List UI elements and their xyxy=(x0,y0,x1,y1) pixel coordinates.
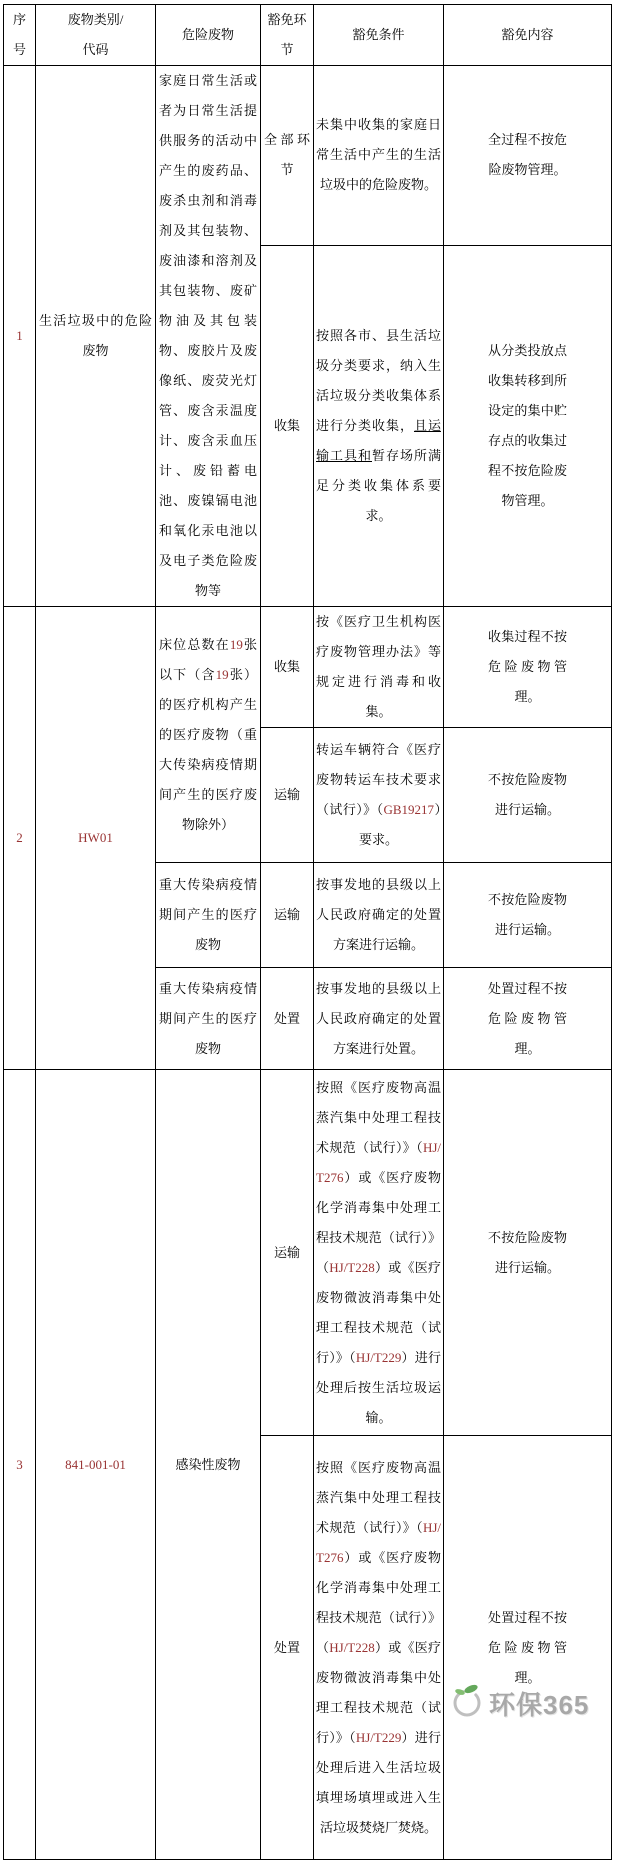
cell-r2-sub4-content: 处置过程不按危险废物管理。 xyxy=(444,968,612,1070)
cell-r3-waste: 感染性废物 xyxy=(156,1070,261,1860)
leaf-swirl-icon xyxy=(448,1682,486,1725)
text-segment: ）要求。 xyxy=(358,802,441,847)
text-segment: 转运车辆符合《医疗废物转运车技术要求（试行）》（ xyxy=(316,742,441,817)
cell-r1-sub2-condition xyxy=(314,245,444,606)
cell-r2-sub3-stage: 运输 xyxy=(261,863,314,968)
text-segment: 且运输工具和 xyxy=(316,417,441,463)
text-segment: 床位总数在 xyxy=(159,636,230,652)
cell-r1-sub1-condition: 未集中收集的家庭日常生活中产生的生活垃圾中的危险废物。 xyxy=(314,66,444,246)
cell-r2-sub1-condition: 按《医疗卫生机构医疗废物管理办法》等规定进行消毒和收集。 xyxy=(314,607,444,728)
page xyxy=(0,4,618,1835)
text-segment: GB19217 xyxy=(383,802,435,817)
cell-r2-waste-c: 重大传染病疫情期间产生的医疗废物 xyxy=(156,968,261,1070)
text-segment: ）或《医疗废物化学消毒集中处理工程技术规范（试行）》（ xyxy=(316,1169,441,1275)
header-exempt-stage: 豁免环节 xyxy=(261,5,314,66)
text-segment: 暂存场所满足分类收集体系要求。 xyxy=(316,447,441,523)
cell-r1-sub2-content: 从分类投放点收集转移到所设定的集中贮存点的收集过程不按危险废物管理。 xyxy=(444,245,612,606)
cell-r3-sub1-content: 不按危险废物进行运输。 xyxy=(444,1070,612,1436)
cell-r2-waste-a xyxy=(156,607,261,863)
cell-r3-seq: 3 xyxy=(4,1070,36,1860)
text-segment: HJ/T276 xyxy=(316,1139,441,1185)
text-segment: 按照《医疗废物高温蒸汽集中处理工程技术规范（试行）》（ xyxy=(316,1459,441,1535)
cell-r2-sub3-content: 不按危险废物进行运输。 xyxy=(444,863,612,968)
cell-r2-code: HW01 xyxy=(36,607,156,1070)
header-hazardous-waste: 危险废物 xyxy=(156,5,261,66)
text-segment: HJ/T229 xyxy=(355,1729,402,1745)
cell-r2-sub4-condition: 按事发地的县级以上人民政府确定的处置方案进行处置。 xyxy=(314,968,444,1070)
cell-r2-seq: 2 xyxy=(4,607,36,1070)
text-segment: ）进行处理后按生活垃圾运输。 xyxy=(316,1349,441,1425)
header-seq: 序号 xyxy=(4,5,36,66)
text-segment: 张）的医疗机构产生的医疗废物（重大传染病疫情期间产生的医疗废物除外） xyxy=(159,666,257,832)
cell-r3-sub2-content: 处置过程不按危险废物管理。 xyxy=(444,1436,612,1860)
text-segment: 代码 xyxy=(82,42,109,57)
cell-r2-sub4-stage: 处置 xyxy=(261,968,314,1070)
hazardous-waste-exemption-table xyxy=(3,4,612,1860)
cell-r1-sub1-content: 全过程不按危险废物管理。 xyxy=(444,66,612,246)
text-segment: 废物类别/ xyxy=(67,12,124,27)
cell-r3-sub1-stage: 运输 xyxy=(261,1070,314,1436)
text-segment: HJ/T228 xyxy=(329,1639,375,1655)
text-segment: HJ/T228 xyxy=(329,1259,375,1275)
cell-r3-sub2-condition xyxy=(314,1436,444,1860)
cell-r2-waste-b: 重大传染病疫情期间产生的医疗废物 xyxy=(156,863,261,968)
cell-r1-sub2-stage: 收集 xyxy=(261,245,314,606)
cell-r1-category: 生活垃圾中的危险废物 xyxy=(36,66,156,607)
row-3-sub-1 xyxy=(4,1070,612,1436)
cell-r2-sub1-stage: 收集 xyxy=(261,607,314,728)
cell-r2-sub2-stage: 运输 xyxy=(261,728,314,863)
header-category-code xyxy=(36,5,156,66)
row-2-sub-1 xyxy=(4,607,612,728)
text-segment: HJ/T276 xyxy=(316,1519,441,1565)
text-segment: 19 xyxy=(215,666,229,682)
cell-r1-sub1-stage: 全部环节 xyxy=(261,66,314,246)
header-exempt-condition: 豁免条件 xyxy=(314,5,444,66)
text-segment: 19 xyxy=(229,636,243,652)
text-segment: 按照《医疗废物高温蒸汽集中处理工程技术规范（试行）》（ xyxy=(316,1079,441,1155)
cell-r2-sub3-condition: 按事发地的县级以上人民政府确定的处置方案进行运输。 xyxy=(314,863,444,968)
watermark-text: 环保365 xyxy=(489,1690,590,1720)
cell-r1-waste: 家庭日常生活或者为日常生活提供服务的活动中产生的废药品、废杀虫剂和消毒剂及其包装物、废油漆和溶剂及其包装物、废矿物油及其包装物、废胶片及废像纸、废荧光灯管、废含汞温度计、废含汞血压计、废铅蓄电池、废镍镉电池和氧化汞电池以及电子类危险废物等 xyxy=(156,66,261,607)
text-segment: 按照各市、县生活垃圾分类要求，纳入生活垃圾分类收集体系进行分类收集， xyxy=(316,327,441,433)
cell-r2-sub2-condition xyxy=(314,728,444,863)
text-segment: ）或《医疗废物微波消毒集中处理工程技术规范（试行）》（ xyxy=(316,1259,441,1365)
text-segment: ）进行处理后进入生活垃圾填埋场填埋或进入生活垃圾焚烧厂焚烧。 xyxy=(316,1729,441,1835)
cell-r3-sub1-condition xyxy=(314,1070,444,1436)
cell-r3-code: 841-001-01 xyxy=(36,1070,156,1860)
text-segment: ）或《医疗废物化学消毒集中处理工程技术规范（试行）》（ xyxy=(316,1549,441,1655)
cell-r2-sub1-content: 收集过程不按危险废物管理。 xyxy=(444,607,612,728)
huanbao365-watermark xyxy=(448,1682,589,1725)
cell-r2-sub2-content: 不按危险废物进行运输。 xyxy=(444,728,612,863)
row-1-sub-1 xyxy=(4,66,612,246)
text-segment: 张以下（含 xyxy=(159,636,257,682)
cell-r1-seq: 1 xyxy=(4,66,36,607)
table-header-row xyxy=(4,5,612,66)
cell-r3-sub2-stage: 处置 xyxy=(261,1436,314,1860)
text-segment: ）或《医疗废物微波消毒集中处理工程技术规范（试行）》（ xyxy=(316,1639,441,1745)
header-exempt-content: 豁免内容 xyxy=(444,5,612,66)
text-segment: HJ/T229 xyxy=(355,1349,402,1365)
